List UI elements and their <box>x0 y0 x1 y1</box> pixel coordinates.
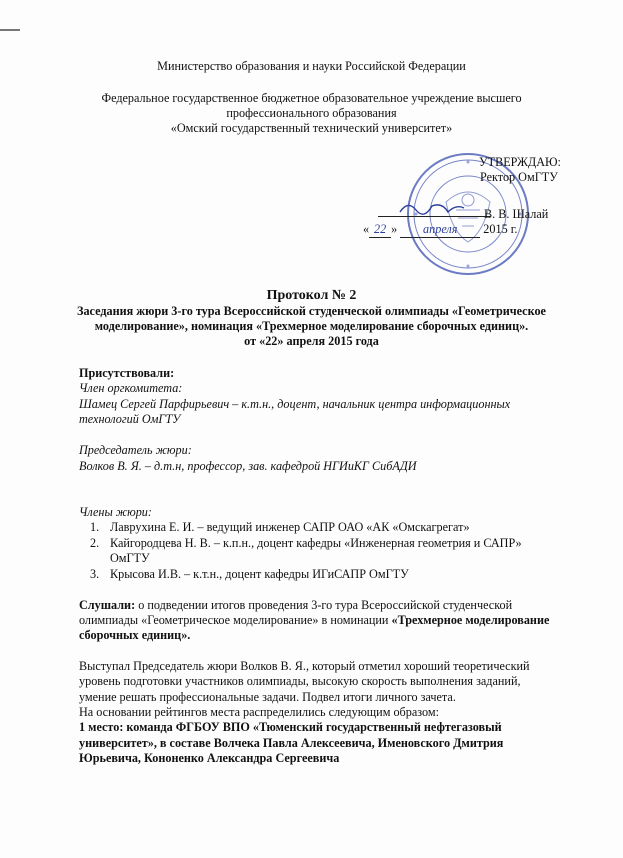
heard-line-3: сборочных единиц». <box>79 628 191 642</box>
approval-position: Ректор ОмГТУ <box>480 170 558 184</box>
chair-label: Председатель жюри: <box>79 443 192 457</box>
speech-line-3: умение решать профессиональные задачи. Подвел итоги личного зачета. <box>79 690 456 704</box>
heard-line-1: Слушали: о подведении итогов проведения 3-го тура Всероссийской студенческой <box>79 598 513 612</box>
protocol-title: Протокол № 2 <box>266 288 357 303</box>
member-num: 2. <box>90 536 100 550</box>
speech-line-4: На основании рейтингов места распределились следующим образом: <box>79 705 439 719</box>
first-place-line-3: Юрьевича, Кононенко Александра Сергеевича <box>79 751 340 765</box>
institution-line: Федеральное государственное бюджетное образовательное учреждение высшего <box>101 91 522 105</box>
members-label: Члены жюри: <box>79 505 152 519</box>
approval-day: 22 <box>369 222 391 238</box>
heard-line-2: олимпиады «Геометрическое моделирование» в номинации «Трехмерное моделирование <box>79 613 550 627</box>
approval-title: УТВЕРЖДАЮ: <box>479 155 561 169</box>
member-num: 3. <box>90 567 100 581</box>
chair-name: Волков В. Я. – д.т.н, профессор, зав. кафедрой НГИиКГ СибАДИ <box>79 459 417 473</box>
committee-member: Шамец Сергей Парфирьевич – к.т.н., доцент, начальник центра информационных <box>79 397 511 411</box>
speech-line-1: Выступал Председатель жюри Волков В. Я., который отметил хороший теоретический <box>79 659 530 673</box>
protocol-date: от «22» апреля 2015 года <box>244 334 379 348</box>
university-name: «Омский государственный технический университет» <box>170 121 453 135</box>
first-place-line-1: 1 место: команда ФГБОУ ВПО «Тюменский государственный нефтегазовый <box>79 720 502 734</box>
committee-member-cont: технологий ОмГТУ <box>79 412 181 426</box>
committee-label: Член оргкомитета: <box>79 381 183 395</box>
approval-month: апреля <box>400 222 480 238</box>
member-item: Крысова И.В. – к.т.н., доцент кафедры ИГиСАПР ОмГТУ <box>110 567 409 581</box>
institution-line-2: профессионального образования <box>226 106 397 120</box>
ministry-line: Министерство образования и науки Российской Федерации <box>157 59 466 73</box>
protocol-subtitle-2: моделирование», номинация «Трехмерное моделирование сборочных единиц». <box>94 319 529 333</box>
scan-mark <box>0 29 20 31</box>
member-item: Кайгородцева Н. В. – к.п.н., доцент кафедры «Инженерная геометрия и САПР» <box>110 536 522 550</box>
heard-label: Слушали: <box>79 598 136 612</box>
approver-name: В. В. Шалай <box>484 207 549 221</box>
approval-date: « 22 » апреля 2015 г. <box>363 222 518 236</box>
member-item-cont: ОмГТУ <box>110 551 150 565</box>
signature <box>398 198 468 218</box>
member-num: 1. <box>90 520 100 534</box>
speech-line-2: уровень подготовки участников олимпиады, высокую скорость выполнения заданий, <box>79 674 521 688</box>
first-place-line-2: университет», в составе Волчека Павла Алексеевича, Имeновского Дмитрия <box>79 736 504 750</box>
member-item: Лаврухина Е. И. – ведущий инженер САПР ОАО «АК «Омскагрегат» <box>110 520 470 534</box>
present-heading: Присутствовали: <box>79 366 175 380</box>
protocol-subtitle-1: Заседания жюри 3-го тура Всероссийской студенческой олимпиады «Геометрическое <box>77 304 546 318</box>
